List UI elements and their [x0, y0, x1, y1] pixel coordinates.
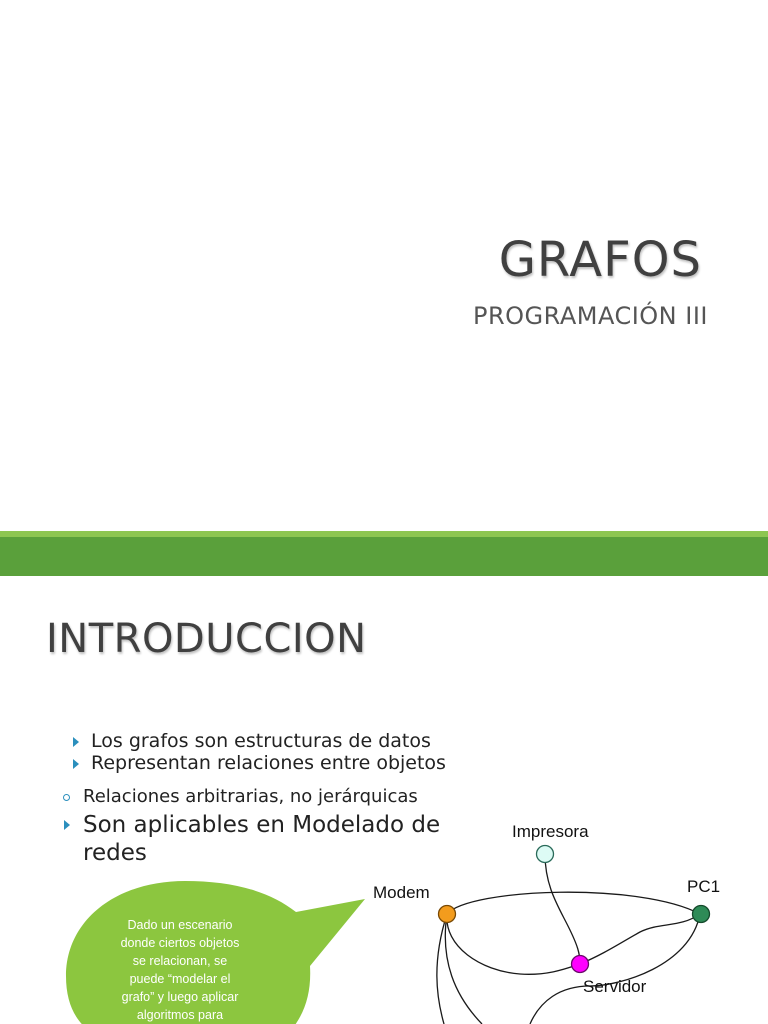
node-modem — [439, 906, 456, 923]
introduccion-slide — [0, 576, 768, 1024]
edge-modem-down — [445, 914, 482, 1024]
edge-modem-pc1 — [447, 892, 700, 914]
node-label-impresora: Impresora — [512, 822, 589, 841]
node-label-servidor: Servidor — [583, 977, 647, 996]
bullet-text: Representan relaciones entre objetos — [91, 752, 446, 774]
edge-pc1-servidor — [580, 914, 700, 964]
node-label-modem: Modem — [373, 883, 430, 902]
node-impresora — [537, 846, 554, 863]
node-servidor — [572, 956, 589, 973]
band-fill — [0, 537, 768, 576]
node-label-pc1: PC1 — [687, 877, 721, 896]
edge-impresora-servidor — [545, 854, 580, 964]
bullet-text: Los grafos son estructuras de datos — [91, 730, 431, 752]
edge-modem-servidor — [447, 914, 580, 974]
section-title: INTRODUCCION — [46, 616, 367, 662]
speech-bubble-text: Dado un escenario donde ciertos objetos se relacionan, se puede “modelar el grafo” y luego aplicar algoritmos para — [120, 918, 240, 1022]
network-graph — [0, 576, 768, 1024]
graph-edges — [437, 854, 700, 1024]
node-pc1 — [693, 906, 710, 923]
edge-pc1-down — [530, 914, 700, 1024]
sub-bullet-text: Relaciones arbitrarias, no jerárquicas — [83, 786, 418, 807]
slide-title: GRAFOS — [498, 232, 702, 288]
slide-separator-band — [0, 531, 768, 576]
slide-subtitle: PROGRAMACIÓN III — [472, 302, 708, 330]
bullet-text: Son aplicables en Modelado de redes — [83, 812, 441, 866]
